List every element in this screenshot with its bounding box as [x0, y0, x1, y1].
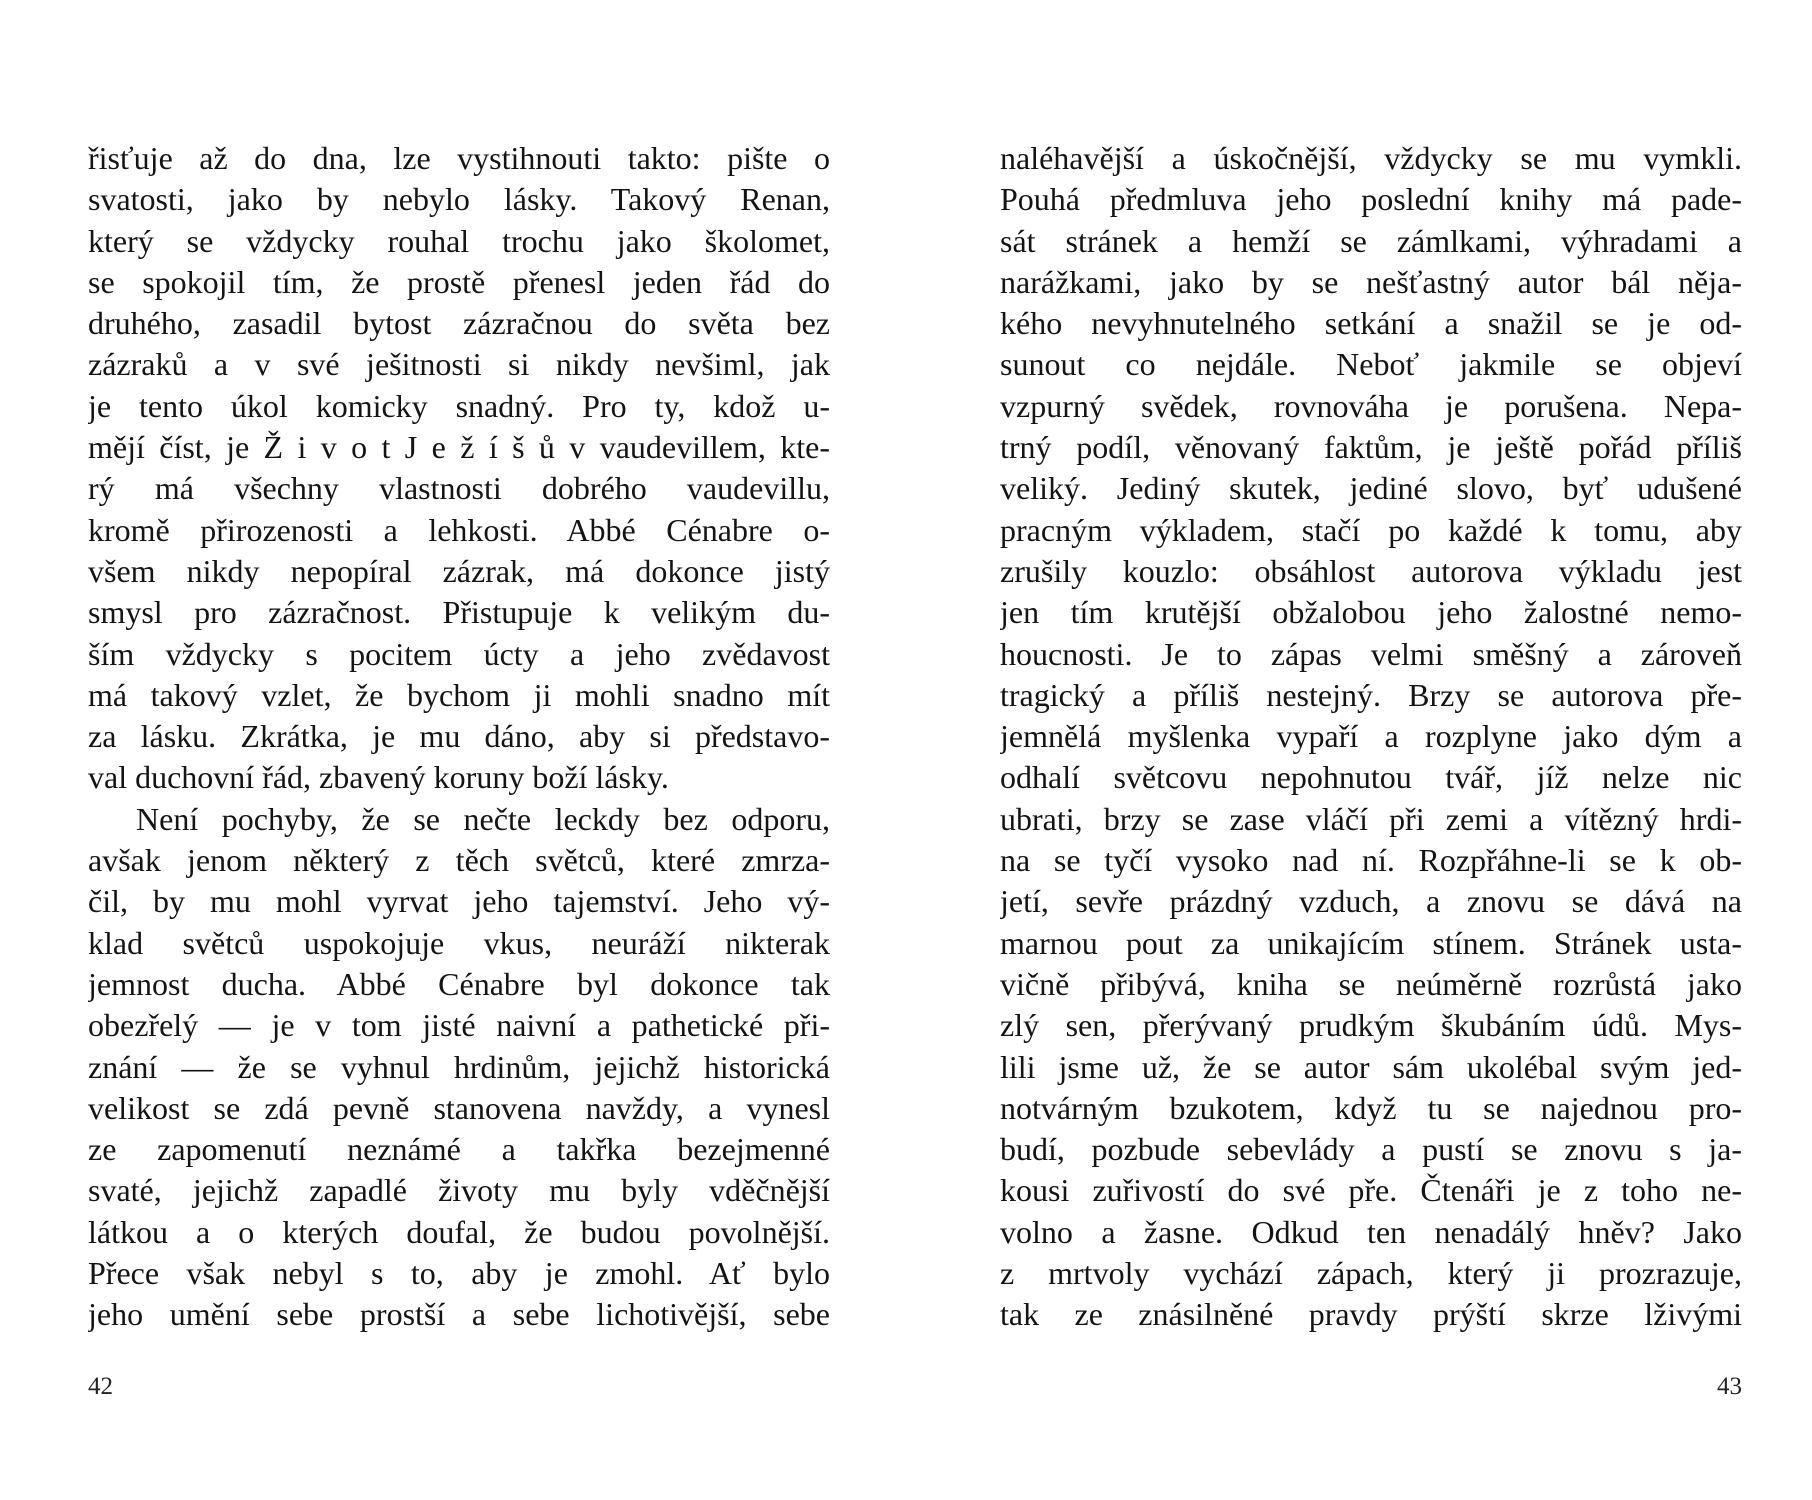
left-page — [88, 0, 830, 1500]
text-line: obezřelý — je v tom jisté naivní a pathetické při- — [88, 1007, 830, 1044]
text-line: ším vždycky s pocitem úcty a jeho zvědavost — [88, 635, 830, 672]
text-line: ze zapomenutí neznámé a takřka bezejmenné — [88, 1131, 830, 1168]
text-line: val duchovní řád, zbavený koruny boží lásky. — [88, 759, 669, 796]
left-page-text — [88, 138, 830, 1336]
page-number-left: 42 — [88, 1373, 113, 1400]
text-line: marnou pout za unikajícím stínem. Stránek usta- — [1000, 924, 1742, 961]
text-line: látkou a o kterých doufal, že budou povolnější. — [88, 1213, 830, 1250]
text-line: velikost se zdá pevně stanovena navždy, a vynesl — [88, 1089, 830, 1126]
text-line: avšak jenom některý z těch světců, které zmrza- — [88, 842, 830, 879]
text-line: odhalí světcovu nepohnutou tvář, jíž nelze nic — [1000, 759, 1742, 796]
text-line: houcnosti. Je to zápas velmi směšný a zároveň — [1000, 635, 1742, 672]
text-line: Přece však nebyl s to, aby je zmohl. Ať bylo — [88, 1255, 830, 1292]
text-line: mějí číst, je Ž i v o t J e ž í š ů v vaudevillem, kte- — [88, 429, 830, 466]
text-line: kousi zuřivostí do své pře. Čtenáři je z toho ne- — [1000, 1172, 1742, 1209]
text-line: má takový vzlet, že bychom ji mohli snadno mít — [88, 676, 830, 713]
text-line: svaté, jejichž zapadlé životy mu byly vděčnější — [88, 1172, 830, 1209]
text-line: rý má všechny vlastnosti dobrého vaudevillu, — [88, 470, 830, 507]
text-line: ubrati, brzy se zase vláčí při zemi a vítězný hrdi- — [1000, 800, 1742, 837]
text-line: druhého, zasadil bytost zázračnou do světa bez — [88, 305, 830, 342]
text-line: smysl pro zázračnost. Přistupuje k velikým du- — [88, 594, 830, 631]
right-page-text — [1000, 138, 1742, 1336]
text-line: jen tím krutější obžalobou jeho žalostné nemo- — [1000, 594, 1742, 631]
text-line: znání — že se vyhnul hrdinům, jejichž historická — [88, 1048, 830, 1085]
text-line: pracným výkladem, stačí po každé k tomu, aby — [1000, 511, 1742, 548]
text-line: klad světců uspokojuje vkus, neuráží nikterak — [88, 924, 830, 961]
text-line: lili jsme už, že se autor sám ukolébal svým jed- — [1000, 1048, 1742, 1085]
text-line: tragický a příliš nestejný. Brzy se autorova pře- — [1000, 676, 1742, 713]
text-line: zrušily kouzlo: obsáhlost autorova výkladu jest — [1000, 552, 1742, 589]
text-line: jemnost ducha. Abbé Cénabre byl dokonce tak — [88, 965, 830, 1002]
text-line: vičně přibývá, kniha se neúměrně rozrůstá jako — [1000, 965, 1742, 1002]
text-line: sát stránek a hemží se zámlkami, výhradami a — [1000, 222, 1742, 259]
text-line: vzpurný svědek, rovnováha je porušena. Nepa- — [1000, 387, 1742, 424]
text-line: řisťuje až do dna, lze vystihnouti takto: pište o — [88, 140, 830, 176]
text-line: z mrtvoly vychází zápach, který ji prozrazuje, — [1000, 1255, 1742, 1292]
text-line: jetí, sevře prázdný vzduch, a znovu se dává na — [1000, 883, 1742, 920]
text-line: zázraků a v své ješitnosti si nikdy nevšiml, jak — [88, 346, 830, 383]
text-line: veliký. Jediný skutek, jediné slovo, byť udušené — [1000, 470, 1742, 507]
text-line: volno a žasne. Odkud ten nenadálý hněv? Jako — [1000, 1213, 1742, 1250]
text-line: svatosti, jako by nebylo lásky. Takový Renan, — [88, 181, 830, 218]
text-line: jeho umění sebe prostší a sebe lichotivější, sebe — [88, 1296, 830, 1333]
text-line: narážkami, jako by se nešťastný autor bál něja- — [1000, 263, 1742, 300]
text-line: Pouhá předmluva jeho poslední knihy má pade- — [1000, 181, 1742, 218]
text-line: na se tyčí vysoko nad ní. Rozpřáhne-li se k ob- — [1000, 842, 1742, 879]
text-line: notvárným bzukotem, když tu se najednou pro- — [1000, 1089, 1742, 1126]
text-line: čil, by mu mohl vyrvat jeho tajemství. Jeho vý- — [88, 883, 830, 920]
text-line: který se vždycky rouhal trochu jako školomet, — [88, 222, 830, 259]
text-line: se spokojil tím, že prostě přenesl jeden řád do — [88, 263, 830, 300]
text-line: naléhavější a úskočnější, vždycky se mu vymkli. — [1000, 140, 1742, 176]
text-line: tak ze znásilněné pravdy prýští skrze lživými — [1000, 1296, 1742, 1333]
right-page — [1000, 0, 1742, 1500]
text-line: sunout co nejdále. Neboť jakmile se objeví — [1000, 346, 1742, 383]
text-line: jemnělá myšlenka vypaří a rozplyne jako dým a — [1000, 718, 1742, 755]
text-line: budí, pozbude sebevlády a pustí se znovu s ja- — [1000, 1131, 1742, 1168]
text-line: všem nikdy nepopíral zázrak, má dokonce jistý — [88, 552, 830, 589]
text-line: trný podíl, věnovaný faktům, je ještě pořád příliš — [1000, 429, 1742, 466]
text-line: je tento úkol komicky snadný. Pro ty, kdož u- — [88, 387, 830, 424]
text-line: Není pochyby, že se nečte leckdy bez odporu, — [136, 800, 830, 837]
text-line: kromě přirozenosti a lehkosti. Abbé Cénabre o- — [88, 511, 830, 548]
text-line: za lásku. Zkrátka, je mu dáno, aby si představo- — [88, 718, 830, 755]
text-line: kého nevyhnutelného setkání a snažil se je od- — [1000, 305, 1742, 342]
page-number-right: 43 — [1717, 1373, 1742, 1400]
text-line: zlý sen, přerývaný prudkým škubáním údů. Mys- — [1000, 1007, 1742, 1044]
